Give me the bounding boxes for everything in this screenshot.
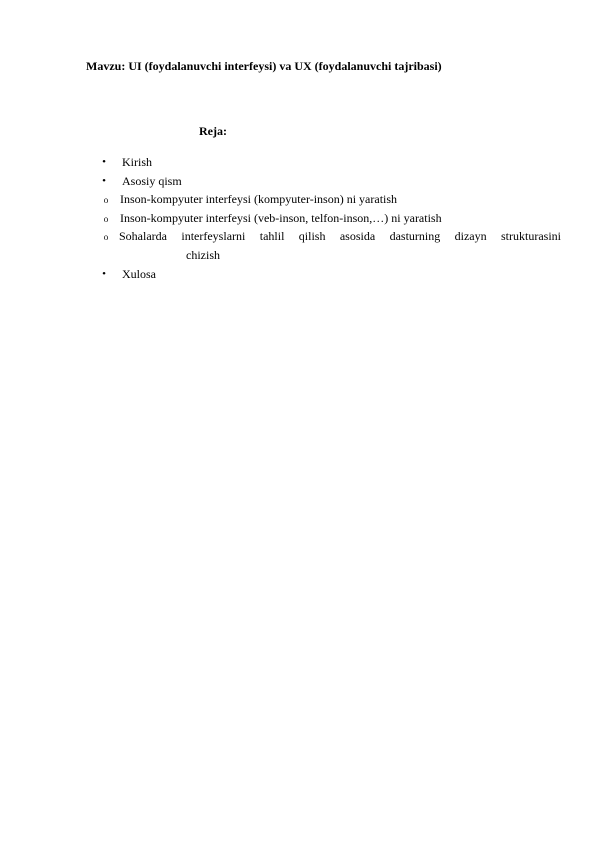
outline-subitem-label-continuation: chizish — [186, 247, 220, 262]
outline-subitem-1 — [0, 190, 596, 209]
outline-item-label: Asosiy qism — [122, 173, 182, 188]
outline-item-kirish — [0, 153, 596, 172]
outline-subitem-3 — [0, 227, 596, 264]
plan-heading: Reja: — [199, 124, 227, 138]
sub-bullet-marker: o — [103, 213, 109, 224]
outline-item-label: Xulosa — [122, 266, 156, 281]
outline-item-asosiy-qism — [0, 172, 596, 191]
outline-subitem-label: Inson-kompyuter interfeysi (kompyuter-inson) ni yaratish — [120, 192, 398, 207]
outline-item-label: Kirish — [122, 155, 152, 169]
outline-subitem-2 — [0, 209, 596, 228]
bullet-marker: • — [102, 156, 106, 168]
sub-bullet-marker: o — [103, 195, 109, 206]
sub-bullet-marker: o — [103, 232, 109, 243]
bullet-marker: • — [102, 267, 106, 280]
outline-item-xulosa — [0, 265, 596, 284]
document-title: Mavzu: UI (foydalanuvchi interfeysi) va UX (foydalanuvchi tajribasi) — [86, 59, 442, 73]
outline-subitem-label: Sohalarda interfeyslarni tahlil qilish asosida dasturning dizayn strukturasini — [119, 229, 561, 244]
outline-subitem-label: Inson-kompyuter interfeysi (veb-inson, telfon-inson,…) ni yaratish — [120, 210, 442, 225]
plan-outline — [0, 153, 596, 283]
bullet-marker: • — [102, 174, 106, 187]
